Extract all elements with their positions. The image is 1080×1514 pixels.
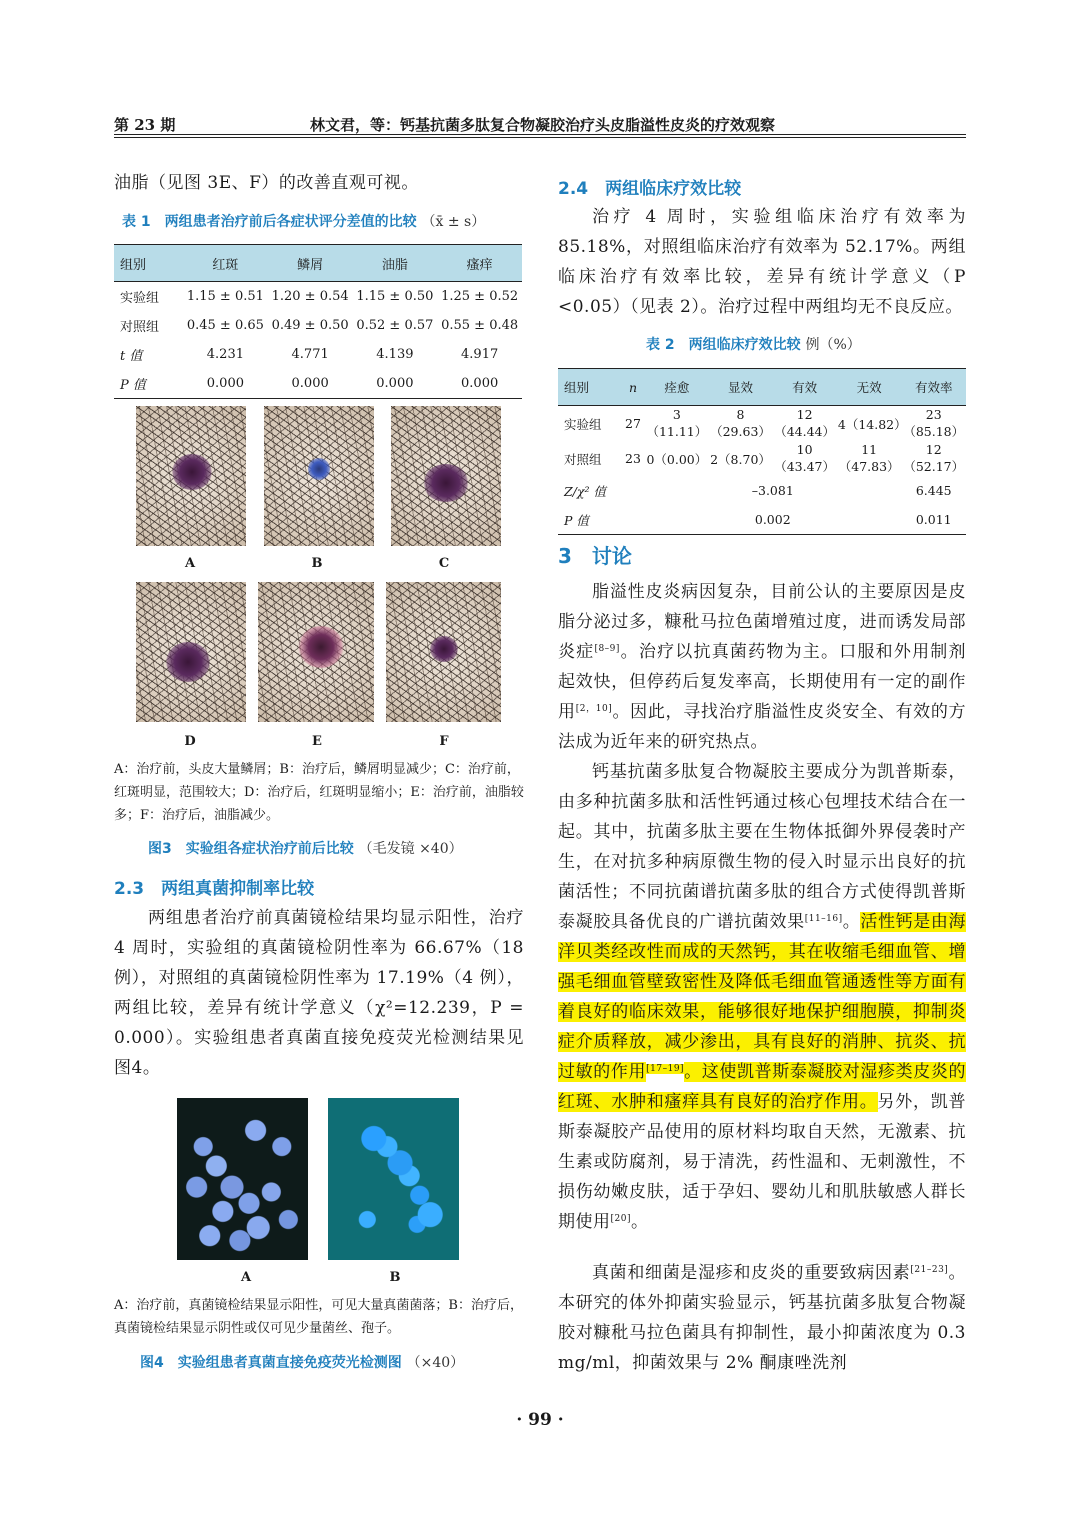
fig3-label-c: C: [438, 556, 450, 571]
table2-cell: 2（8.70）: [710, 451, 771, 467]
fig4-photo-a: [177, 1098, 308, 1260]
table2-header: 有效率: [901, 369, 966, 406]
table1-cell: 1.15 ± 0.50: [356, 289, 434, 304]
fig3-photo-f: [386, 582, 501, 722]
scalp-lesion: [430, 636, 458, 662]
fig3-caption-text: 图3 实验组各症状治疗前后比较: [148, 841, 354, 857]
table2-cell: 实验组: [564, 416, 602, 432]
para-text: 。: [842, 912, 861, 932]
fig4-note: A：治疗前，真菌镜检结果显示阳性，可见大量真菌菌落；B：治疗后，真菌镜检结果显示阴性或仅可见少量菌丝、孢子。: [114, 1298, 523, 1336]
section-3-para-3: [558, 1258, 966, 1378]
table2-caption: [646, 334, 966, 354]
table1-cell: 对照组: [120, 320, 160, 335]
table1-cell: 0.45 ± 0.65: [186, 318, 264, 333]
table-row: [558, 476, 966, 505]
table2-cell: 10（43.47）: [774, 442, 836, 474]
fig3-photo-b: [264, 406, 374, 546]
table1-caption-unit: （x̄ ± s）: [421, 214, 486, 230]
table2-cell: –3.081: [751, 483, 794, 498]
citation: [11–16]: [804, 914, 843, 924]
table1-cell: 1.15 ± 0.51: [186, 289, 264, 304]
table2-cell: 12（44.44）: [774, 407, 836, 439]
citation: [21–23]: [910, 1265, 949, 1275]
fig4-label-b: B: [389, 1270, 401, 1285]
table-row: [114, 311, 522, 340]
citation: [17–19]: [646, 1064, 685, 1074]
table2-header: 痊愈: [645, 369, 709, 406]
table1-caption-text: 表 1 两组患者治疗前后各症状评分差值的比较: [122, 214, 417, 230]
table2: [558, 368, 966, 535]
fig3-label-b: B: [311, 556, 323, 571]
table1-cell: P 值: [114, 369, 183, 399]
fig3-photo-e: [258, 582, 374, 722]
table1-cell: 实验组: [120, 291, 160, 306]
fig3-label-d: D: [184, 734, 196, 749]
table1-cell: 4.917: [461, 347, 499, 362]
fig3-note: A：治疗前，头皮大量鳞屑；B：治疗后，鳞屑明显减少；C：治疗前，红斑明显，范围较大；D：治疗后，红斑明显缩小；E：治疗前，油脂较多；F：治疗后，油脂减少。: [114, 762, 524, 823]
issue-number: 第 23 期: [114, 116, 176, 134]
table1-cell: 4.139: [376, 347, 414, 362]
table2-cell: 6.445: [915, 483, 952, 498]
table1-cell: 0.55 ± 0.48: [441, 318, 519, 333]
table-row: [114, 282, 522, 312]
para-text: 另外，凯普斯泰凝胶产品使用的原材料均取自天然，无激素、抗生素或防腐剂，易于清洗，药性温和、无刺激性，不损伤幼嫩皮肤，适于孕妇、婴幼儿和肌肤敏感人群长期使用: [558, 1092, 966, 1232]
table1-cell: 4.771: [291, 347, 329, 362]
running-title: 林文君，等：钙基抗菌多肽复合物凝胶治疗头皮脂溢性皮炎的疗效观察: [310, 116, 776, 134]
scalp-lesion: [172, 454, 212, 490]
table-row: [114, 369, 522, 399]
section-2-4-title: 2.4 两组临床疗效比较: [558, 179, 742, 199]
table1-cell: 0.49 ± 0.50: [271, 318, 349, 333]
scalp-lesion: [423, 464, 469, 502]
table2-cell: 23（85.18）: [903, 407, 965, 439]
fig3-caption: [148, 838, 528, 858]
citation: [20]: [610, 1214, 631, 1224]
fig3-photo-d: [136, 582, 246, 722]
page-number: · 99 ·: [516, 1410, 564, 1430]
para-text: 。治疗以抗真菌药物为主。口服和外用制剂起效快，但停药后复发率高，长期使用有一定的副作用: [558, 642, 967, 722]
table2-cell: 23: [625, 451, 641, 466]
fig3-photo-a: [136, 406, 246, 546]
para-text: 。本研究的体外抑菌实验显示，钙基抗菌多肽复合物凝胶对糠秕马拉色菌具有抑制性，最小抑菌浓度为 0.3 mg/ml，抑菌效果与 2% 酮康唑洗剂: [558, 1263, 966, 1373]
table1: [114, 244, 522, 399]
section-2-4-para: 治疗 4 周时，实验组临床治疗有效率为 85.18%，对照组临床治疗有效率为 52.17%。两组临床治疗有效率比较，差异有统计学意义（P <0.05）（见表 2）。治疗过程中两组均无不良反应。: [558, 207, 966, 317]
table2-cell: P 值: [558, 505, 621, 535]
fig4-caption: [140, 1352, 530, 1372]
table1-header: 鳞屑: [268, 245, 353, 282]
table2-cell: Z/χ² 值: [564, 483, 606, 499]
intro-line: 油脂（见图 3E、F）的改善直观可视。: [114, 173, 419, 193]
table2-header: 组别: [558, 369, 621, 406]
table1-cell: 0.000: [183, 369, 268, 399]
scalp-lesion: [298, 626, 344, 668]
table1-cell: 0.000: [353, 369, 438, 399]
section-2-3-title: 2.3 两组真菌抑制率比较: [114, 879, 315, 899]
fig3-caption-unit: （毛发镜 ×40）: [358, 841, 463, 857]
table-row: [558, 441, 966, 476]
table2-cell: 27: [625, 416, 641, 431]
table1-cell: 1.25 ± 0.52: [441, 289, 519, 304]
header-rule: [114, 134, 966, 135]
table2-cell: 8（29.63）: [710, 407, 771, 439]
fig4-photo-b: [328, 1098, 459, 1260]
section-3-para-1: [558, 577, 966, 757]
highlighted-text: 。这使凯普斯泰凝胶对湿疹类皮炎的红斑、水肿和瘙痒具有良好的治疗作用。: [558, 1062, 967, 1112]
table1-header: 红斑: [183, 245, 268, 282]
fig3-photo-c: [391, 406, 501, 546]
para-text: 真菌和细菌是湿疹和皮炎的重要致病因素: [592, 1263, 911, 1283]
table2-cell: 3（11.11）: [646, 407, 708, 439]
section-3-para-2: [558, 757, 966, 1237]
highlighted-text: 活性钙是由海洋贝类经改性而成的天然钙，其在收缩毛细血管、增强毛细血管壁致密性及降低毛细血管通透性等方面有着良好的临床效果，能够很好地保护细胞膜，抑制炎症介质释放，减少渗出，具有良好的消肿、抗炎、抗过敏的作用: [558, 912, 967, 1082]
table2-header: 显效: [709, 369, 773, 406]
table2-header: 有效: [772, 369, 837, 406]
fig4-label-a: A: [240, 1270, 252, 1285]
table-row: [558, 406, 966, 442]
para-text: 。: [630, 1212, 649, 1232]
fig3-label-f: F: [439, 734, 449, 749]
table2-cell: 4（14.82）: [837, 416, 907, 432]
para-text: 钙基抗菌多肽复合物凝胶主要成分为凯普斯泰，由多种抗菌多肽和活性钙通过核心包埋技术结合在一起。其中，抗菌多肽主要在生物体抵御外界侵袭时产生，在对抗多种病原微生物的侵入时显示出良好的抗菌活性；不同抗菌谱抗菌多肽的组合方式使得凯普斯泰凝胶具备优良的广谱抗菌效果: [558, 762, 966, 932]
fig3-label-a: A: [184, 556, 196, 571]
citation: [8–9]: [594, 644, 620, 654]
table1-header: 油脂: [353, 245, 438, 282]
header-rule: [114, 137, 966, 138]
table1-cell: t 值: [120, 349, 143, 364]
section-2-3-para: 两组患者治疗前真菌镜检结果均显示阳性，治疗 4 周时，实验组的真菌镜检阴性率为 66.67%（18 例），对照组的真菌镜检阴性率为 17.19%（4 例），两组比较，差异有统计学意义（χ²=12.239，P = 0.000）。实验组患者真菌直接免疫荧光检测结果见图4。: [114, 908, 524, 1078]
table1-cell: 0.000: [268, 369, 353, 399]
table2-caption-text: 表 2 两组临床疗效比较: [646, 337, 801, 353]
table-row: [114, 340, 522, 369]
table1-cell: 1.20 ± 0.54: [271, 289, 349, 304]
table2-header: n: [621, 369, 645, 406]
table2-cell: 对照组: [564, 451, 602, 467]
table1-caption: [122, 211, 522, 231]
table1-cell: 0.000: [437, 369, 522, 399]
table2-caption-unit: 例（%）: [805, 337, 861, 353]
scalp-lesion: [166, 642, 210, 682]
para-text: 脂溢性皮炎病因复杂，目前公认的主要原因是皮脂分泌过多，糠秕马拉色菌增殖过度，进而诱发局部炎症: [558, 582, 966, 662]
table1-header: 组别: [114, 245, 183, 282]
table1-cell: 0.52 ± 0.57: [356, 318, 434, 333]
table1-cell: 4.231: [206, 347, 244, 362]
citation: [2，10]: [575, 704, 613, 714]
table2-cell: 0.002: [709, 505, 837, 535]
table-row: [558, 505, 966, 535]
table1-header: 瘙痒: [437, 245, 522, 282]
table2-cell: 0.011: [901, 505, 966, 535]
para-text: 。因此，寻找治疗脂溢性皮炎安全、有效的方法成为近年来的研究热点。: [558, 702, 967, 752]
fig4-caption-unit: （×40）: [406, 1355, 465, 1371]
scalp-lesion: [308, 458, 330, 480]
table2-cell: 12（52.17）: [903, 442, 965, 474]
table2-header: 无效: [837, 369, 902, 406]
running-header: [114, 112, 966, 136]
table2-cell: 11（47.83）: [838, 442, 900, 474]
table2-cell: 0（0.00）: [646, 451, 708, 467]
section-3-title: 3 讨论: [558, 544, 632, 568]
fig3-label-e: E: [312, 734, 322, 749]
fig4-caption-text: 图4 实验组患者真菌直接免疫荧光检测图: [140, 1355, 402, 1371]
